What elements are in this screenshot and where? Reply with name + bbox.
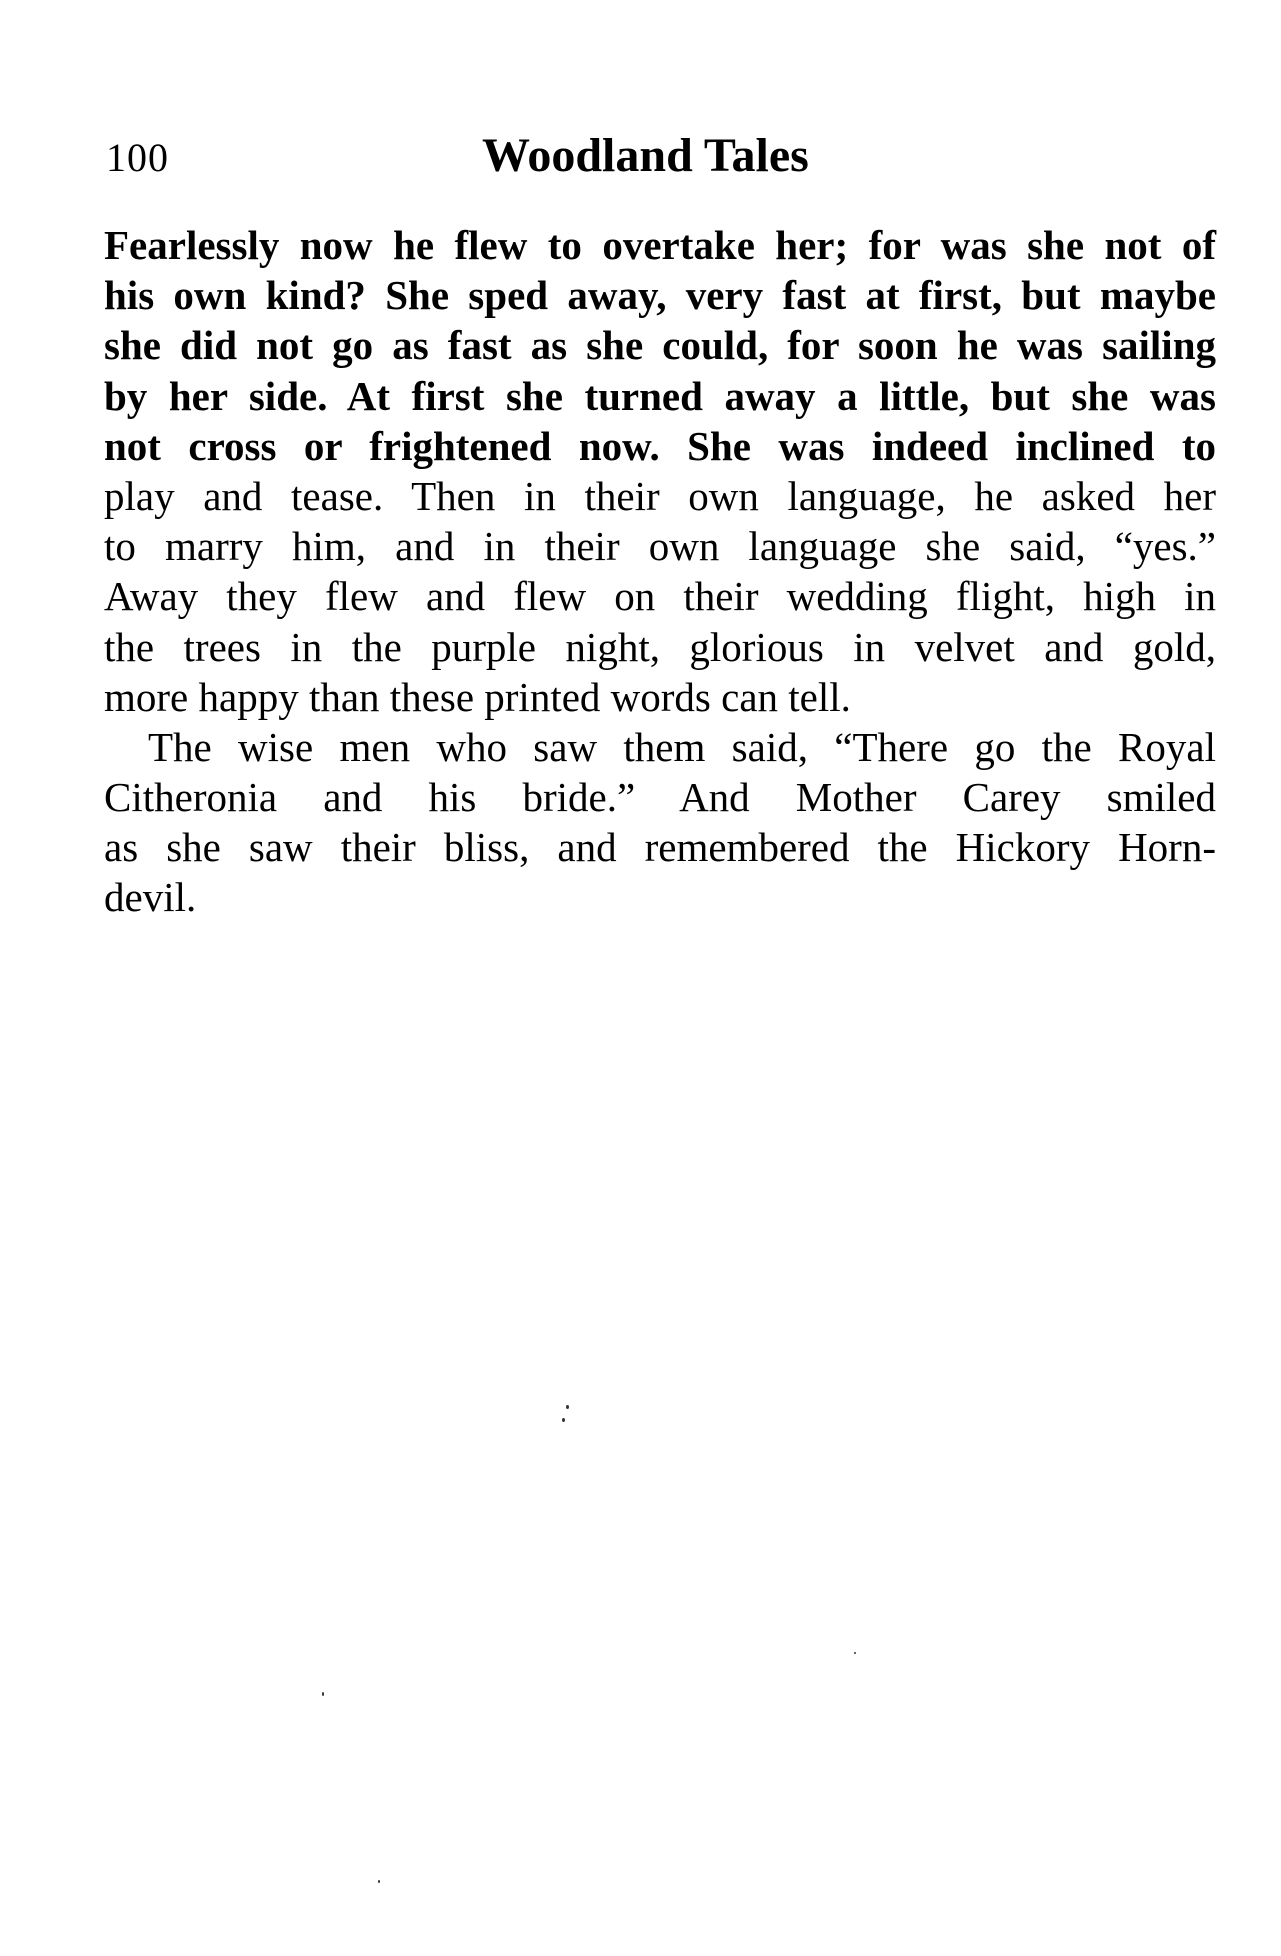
paragraph-2 [104, 722, 1216, 923]
scan-speck [378, 1880, 380, 1883]
body-text [104, 220, 1216, 923]
running-head [106, 128, 1216, 188]
text-line: devil. [104, 874, 197, 921]
text-line: Citheronia and his bride.” And Mother Carey smiled [104, 774, 1216, 821]
text-line: not cross or frightened now. She was indeed inclined to [104, 422, 1216, 469]
text-line: the trees in the purple night, glorious in velvet and gold, [104, 623, 1216, 670]
scan-speck [566, 1405, 569, 1409]
scan-speck [854, 1652, 856, 1654]
text-line: The wise men who saw them said, “There go the Royal [148, 723, 1216, 770]
text-line: she did not go as fast as she could, for soon he was sailing [104, 322, 1216, 369]
text-line: as she saw their bliss, and remembered the Hickory Horn- [104, 824, 1216, 871]
paragraph-1 [104, 220, 1216, 722]
text-line: Away they flew and flew on their wedding flight, high in [104, 573, 1216, 620]
scan-speck [562, 1418, 565, 1422]
page-number: 100 [106, 135, 169, 180]
book-title: Woodland Tales [482, 129, 809, 182]
text-line: his own kind? She sped away, very fast at first, but maybe [104, 272, 1216, 319]
text-line: by her side. At first she turned away a little, but she was [104, 372, 1216, 419]
text-line: play and tease. Then in their own language, he asked her [104, 472, 1216, 519]
text-line: more happy than these printed words can tell. [104, 673, 851, 720]
text-line: Fearlessly now he flew to overtake her; for was she not of [104, 222, 1216, 268]
text-line: to marry him, and in their own language she said, “yes.” [104, 523, 1216, 570]
scan-speck [322, 1692, 324, 1696]
